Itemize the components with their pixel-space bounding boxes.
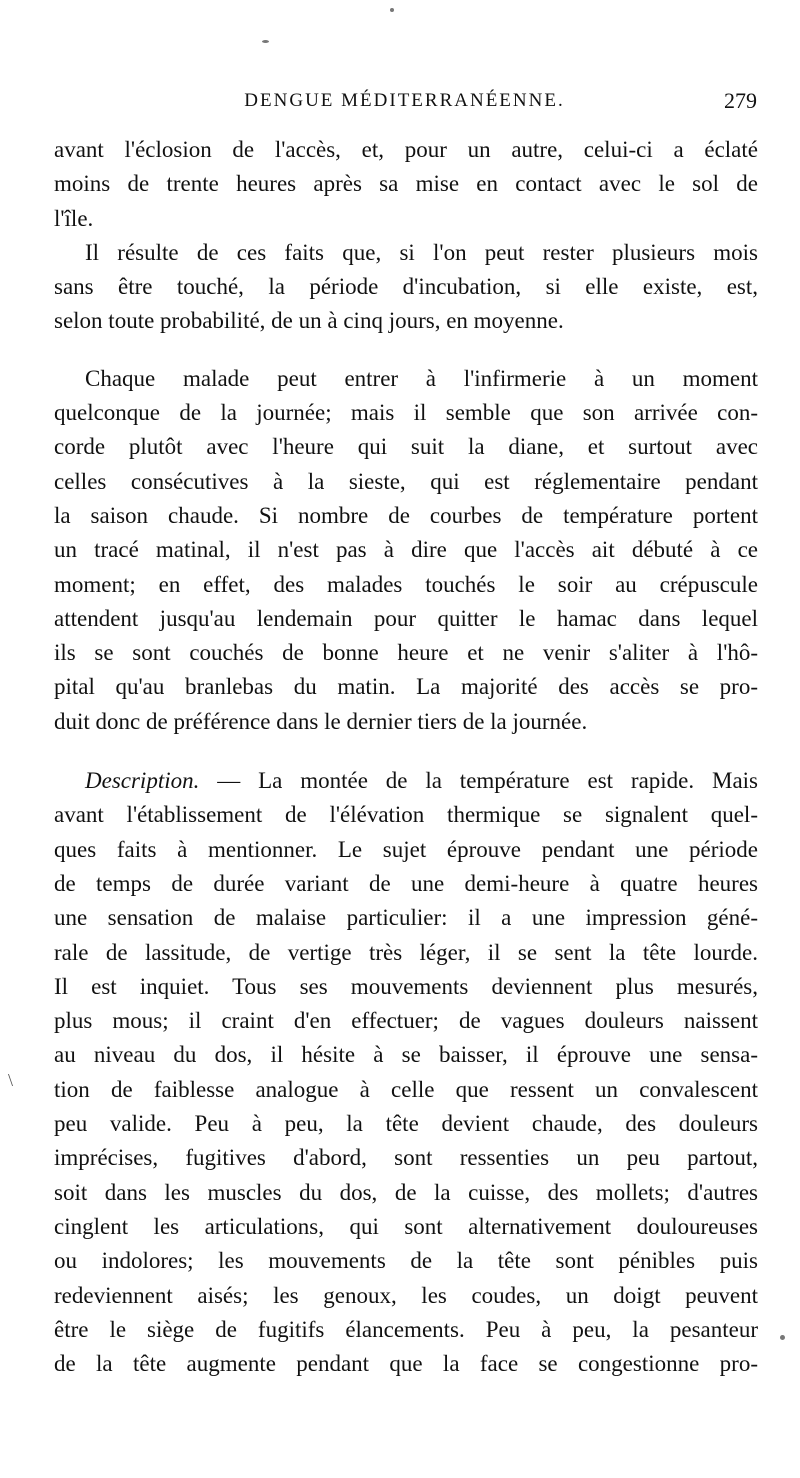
- paragraph-continuation: [54, 133, 758, 236]
- paragraph-incubation: [54, 236, 758, 339]
- text-line: celles consécutives à la sieste, qui est réglementaire pendant: [54, 468, 758, 494]
- text-line: Il résulte de ces faits que, si l'on peut rester plusieurs mois: [85, 239, 758, 265]
- text-line: peu valide. Peu à peu, la tête devient chaude, des douleurs: [54, 1111, 758, 1137]
- heading-line-rest: — La montée de la température est rapide. Mais: [199, 768, 758, 794]
- running-title: DENGUE MÉDITERRANÉENNE.: [244, 90, 565, 111]
- paragraph-arrival: [54, 362, 758, 739]
- paragraph-description: [54, 764, 758, 1381]
- text-line: quelconque de la journée; mais il semble que son arrivée con-: [54, 400, 758, 426]
- text-line: corde plutôt avec l'heure qui suit la diane, et surtout avec: [54, 434, 758, 460]
- section-heading: Description.: [85, 768, 200, 794]
- text-line: au niveau du dos, il hésite à se baisser, il éprouve une sensa-: [54, 1042, 758, 1068]
- text-line: imprécises, fugitives d'abord, sont ressenties un peu partout,: [54, 1145, 758, 1171]
- running-header: [52, 88, 757, 118]
- text-line: ques faits à mentionner. Le sujet éprouve pendant une période: [54, 836, 758, 862]
- text-line: soit dans les muscles du dos, de la cuisse, des mollets; d'autres: [54, 1179, 758, 1205]
- text-line: redeviennent aisés; les genoux, les coudes, un doigt peuvent: [54, 1282, 758, 1308]
- scan-speck: [390, 8, 394, 12]
- text-line: attendent jusqu'au lendemain pour quitter le hamac dans lequel: [54, 605, 758, 631]
- text-line: un tracé matinal, il n'est pas à dire que l'accès ait débuté à ce: [54, 537, 758, 563]
- scan-speck: [780, 1335, 785, 1340]
- text-line: [54, 764, 758, 798]
- text-line: moins de trente heures après sa mise en contact avec le sol de: [54, 171, 758, 197]
- text-line: pital qu'au branlebas du matin. La majorité des accès se pro-: [54, 674, 758, 700]
- text-line: une sensation de malaise particulier: il a une impression géné-: [54, 905, 758, 931]
- text-line: plus mous; il craint d'en effectuer; de vagues douleurs naissent: [54, 1008, 758, 1034]
- text-line: avant l'éclosion de l'accès, et, pour un autre, celui-ci a éclaté: [54, 137, 758, 162]
- body-text: [54, 133, 758, 1381]
- text-line: ils se sont couchés de bonne heure et ne venir s'aliter à l'hô-: [54, 640, 758, 666]
- text-line: ou indolores; les mouvements de la tête sont pénibles puis: [54, 1248, 758, 1274]
- text-line: duit donc de préférence dans le dernier tiers de la journée.: [54, 708, 588, 734]
- scan-speck: [262, 40, 269, 43]
- text-line: l'île.: [54, 205, 94, 231]
- page-number: 279: [724, 88, 757, 113]
- text-line: selon toute probabilité, de un à cinq jours, en moyenne.: [54, 308, 564, 334]
- text-line: être le siège de fugitifs élancements. Peu à peu, la pesanteur: [54, 1316, 758, 1342]
- text-line: sans être touché, la période d'incubation, si elle existe, est,: [54, 274, 758, 300]
- text-line: tion de faiblesse analogue à celle que ressent un convalescent: [54, 1076, 758, 1102]
- text-line: rale de lassitude, de vertige très léger, il se sent la tête lourde.: [54, 939, 758, 965]
- text-line: la saison chaude. Si nombre de courbes de température portent: [54, 502, 758, 528]
- text-line: avant l'établissement de l'élévation thermique se signalent quel-: [54, 802, 758, 828]
- text-line: de temps de durée variant de une demi-heure à quatre heures: [54, 870, 758, 896]
- text-line: cinglent les articulations, qui sont alternativement douloureuses: [54, 1213, 758, 1239]
- text-line: moment; en effet, des malades touchés le soir au crépuscule: [54, 571, 758, 597]
- text-line: de la tête augmente pendant que la face se congestionne pro-: [54, 1351, 758, 1377]
- text-line: Chaque malade peut entrer à l'infirmerie à un moment: [85, 365, 758, 391]
- margin-tick-mark: \: [8, 1070, 14, 1090]
- text-line: Il est inquiet. Tous ses mouvements deviennent plus mesurés,: [54, 973, 758, 999]
